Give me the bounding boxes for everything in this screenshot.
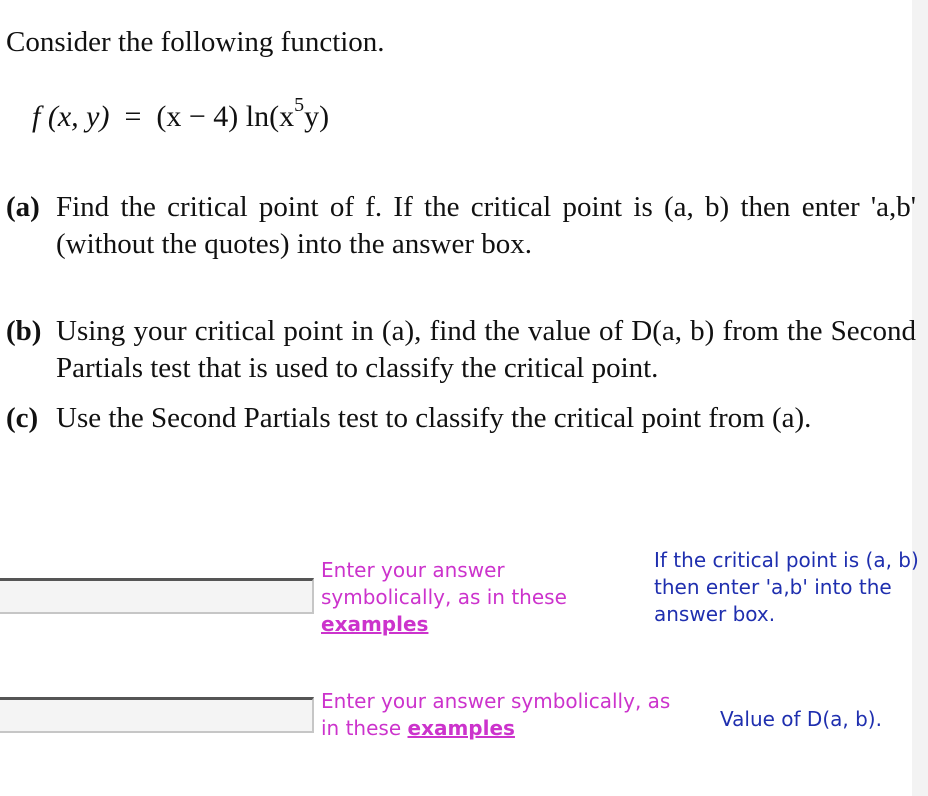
answer-a-note: If the critical point is (a, b) then enter 'a,b' into the answer box. — [654, 548, 919, 626]
answer-b-examples-link[interactable]: examples — [407, 716, 515, 740]
formula-rhs-post: y) — [304, 100, 330, 133]
formula-lhs: f (x, y) — [32, 100, 110, 133]
part-b-letter: (b) — [6, 315, 42, 347]
answer-a-hint — [321, 557, 611, 638]
scroll-gutter — [912, 0, 928, 796]
answer-a-hint-text: Enter your answer symbolically, as in these — [321, 558, 567, 609]
part-b-text: Using your critical point in (a), find the value of D(a, b) from the Second Partials test that is used to classify the critical point. — [56, 315, 916, 384]
formula-rhs-pre: (x − 4) ln(x — [156, 100, 295, 133]
part-a-letter: (a) — [6, 191, 40, 223]
answer-b-note: Value of D(a, b). — [720, 707, 882, 731]
answer-input-b[interactable] — [0, 697, 314, 733]
intro-text: Consider the following function. — [6, 26, 385, 58]
part-c-letter: (c) — [6, 402, 39, 434]
part-a-text: Find the critical point of f. If the critical point is (a, b) then enter 'a,b' (without the quotes) into the answer box. — [56, 191, 916, 260]
function-formula — [32, 94, 330, 134]
answer-a-examples-link[interactable]: examples — [321, 612, 429, 636]
formula-exponent: 5 — [294, 94, 305, 116]
answer-b-hint — [321, 688, 691, 742]
answer-b-hint-text: Enter your answer symbolically, as in these — [321, 689, 671, 740]
answer-input-a[interactable] — [0, 578, 314, 614]
formula-equals: = — [124, 100, 142, 133]
part-c-text: Use the Second Partials test to classify the critical point from (a). — [56, 402, 812, 434]
